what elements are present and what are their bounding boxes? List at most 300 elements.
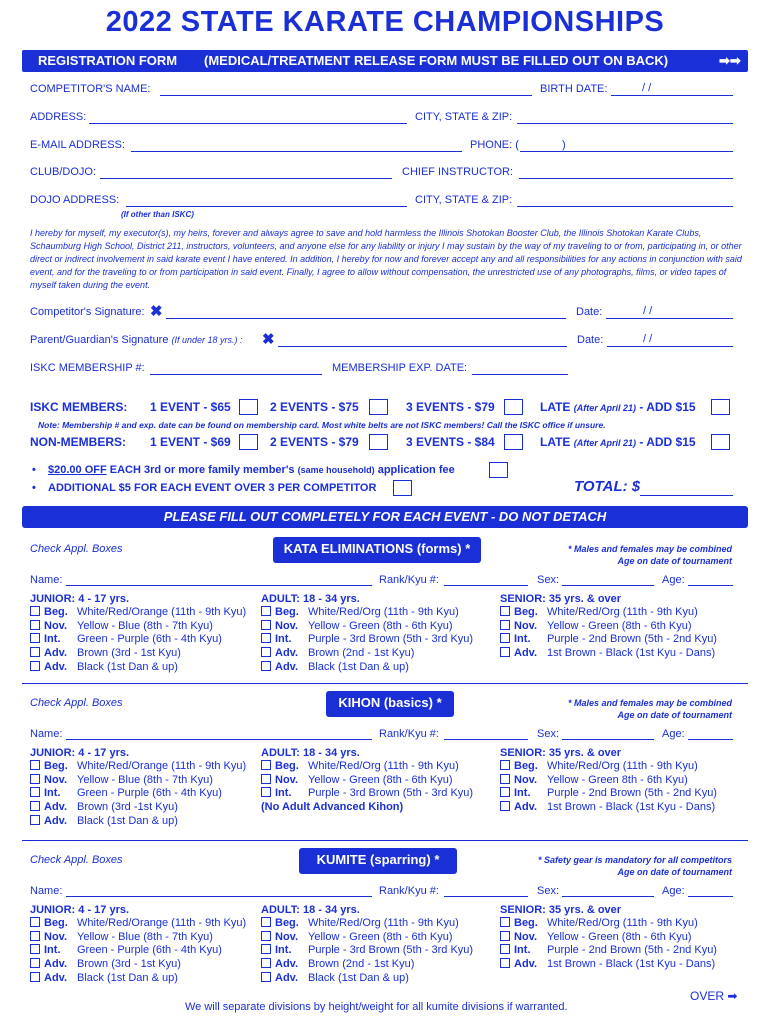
belt-range: Yellow - Blue (8th - 7th Kyu) <box>77 930 213 943</box>
belt-range: White/Red/Orange (11th - 9th Kyu) <box>77 606 247 618</box>
parent-signature-label <box>30 334 243 346</box>
division-checkbox[interactable] <box>261 620 271 630</box>
belt-range: Brown (3rd -1st Kyu) <box>77 801 178 814</box>
level-label: Int. <box>44 787 61 800</box>
family-discount-label <box>48 464 455 476</box>
event-title-pill: KUMITE (sparring) * <box>299 848 457 874</box>
rank-input[interactable] <box>444 739 528 740</box>
level-label: Adv. <box>275 971 299 984</box>
division-checkbox[interactable] <box>30 774 40 784</box>
phone-input[interactable] <box>520 151 733 152</box>
level-label: Beg. <box>275 917 299 929</box>
belt-range: Green - Purple (6th - 4th Kyu) <box>77 944 222 957</box>
level-label: Adv. <box>275 660 299 673</box>
age-note: Age on date of tournament <box>617 556 732 566</box>
division-checkbox[interactable] <box>30 606 40 616</box>
level-label: Nov. <box>275 619 299 632</box>
division-option[interactable] <box>30 774 246 788</box>
section-divider <box>22 683 748 684</box>
family-discount-checkbox[interactable] <box>489 462 508 478</box>
belt-range: Yellow - Blue (8th - 7th Kyu) <box>77 773 213 786</box>
belt-range: White/Red/Orange (11th - 9th Kyu) <box>77 917 247 929</box>
nonmember-3-events-label: 3 EVENTS - $84 <box>406 435 495 449</box>
belt-range: White/Red/Org (11th - 9th Kyu) <box>308 917 459 929</box>
belt-range: Brown (2nd - 1st Kyu) <box>308 958 415 971</box>
division-option[interactable] <box>30 958 246 972</box>
birth-date-input[interactable] <box>611 95 733 96</box>
division-checkbox[interactable] <box>500 787 510 797</box>
age-input[interactable] <box>688 739 733 740</box>
level-label: Int. <box>514 633 531 646</box>
sex-label: Sex: <box>537 574 560 586</box>
junior-division <box>30 747 246 828</box>
total-label: TOTAL: $ <box>574 478 641 495</box>
division-checkbox[interactable] <box>261 931 271 941</box>
division-checkbox[interactable] <box>30 647 40 657</box>
junior-header: JUNIOR: 4 - 17 yrs. <box>30 593 130 605</box>
birth-date-label: BIRTH DATE: <box>540 83 608 95</box>
no-advanced-note: (No Adult Advanced Kihon) <box>261 801 404 814</box>
division-checkbox[interactable] <box>30 801 40 811</box>
division-checkbox[interactable] <box>30 633 40 643</box>
division-option[interactable] <box>500 931 717 945</box>
division-checkbox[interactable] <box>261 944 271 954</box>
belt-range: Yellow - Green (8th - 6th Kyu) <box>547 619 692 632</box>
division-checkbox[interactable] <box>261 760 271 770</box>
division-checkbox[interactable] <box>261 774 271 784</box>
level-label: Nov. <box>44 619 68 632</box>
division-checkbox[interactable] <box>500 801 510 811</box>
level-label: Int. <box>44 633 61 646</box>
level-label: Beg. <box>514 917 538 929</box>
iskc-members-label: ISKC MEMBERS: <box>30 400 128 414</box>
belt-range: Black (1st Dan & up) <box>77 971 178 984</box>
bullet: • <box>32 482 36 494</box>
event-note: * Males and females may be combined <box>567 698 732 708</box>
division-option[interactable] <box>500 633 717 647</box>
senior-header: SENIOR: 35 yrs. & over <box>500 593 622 605</box>
belt-range: Yellow - Green (8th - 6th Kyu) <box>308 930 453 943</box>
name-input[interactable] <box>66 585 372 586</box>
division-checkbox[interactable] <box>500 647 510 657</box>
event-note: * Males and females may be combined <box>567 544 732 554</box>
division-checkbox[interactable] <box>261 917 271 927</box>
nonmember-1-event-checkbox[interactable] <box>239 434 258 450</box>
family-household-note: (same household) <box>297 465 375 475</box>
dojo-address-label: DOJO ADDRESS: <box>30 194 120 206</box>
email-label: E-MAIL ADDRESS: <box>30 139 125 151</box>
belt-range: Green - Purple (6th - 4th Kyu) <box>77 633 222 646</box>
double-arrow-icon: ➡➡ <box>719 53 741 68</box>
age-input[interactable] <box>688 896 733 897</box>
level-label: Adv. <box>44 971 68 984</box>
division-option[interactable] <box>261 620 473 634</box>
level-label: Adv. <box>514 958 538 971</box>
parent-date-slashes: / / <box>643 333 653 345</box>
level-label: Beg. <box>275 606 299 618</box>
adult-division <box>261 593 473 674</box>
division-checkbox[interactable] <box>30 661 40 671</box>
belt-range: Purple - 3rd Brown (5th - 3rd Kyu) <box>308 633 474 646</box>
division-option[interactable] <box>30 760 246 774</box>
division-option[interactable] <box>261 606 473 620</box>
level-label: Adv. <box>275 647 299 660</box>
fill-out-bar <box>22 506 748 528</box>
division-checkbox[interactable] <box>500 958 510 968</box>
belt-range: Yellow - Green 8th - 6th Kyu) <box>547 773 688 786</box>
over-text: OVER <box>690 989 725 1003</box>
division-option[interactable] <box>261 774 473 788</box>
division-option[interactable] <box>261 931 473 945</box>
division-option[interactable] <box>500 944 717 958</box>
membership-exp-input[interactable] <box>472 374 568 375</box>
division-option[interactable] <box>261 787 473 801</box>
age-label: Age: <box>662 728 685 740</box>
adult-header: ADULT: 18 - 34 yrs. <box>261 904 360 916</box>
birth-date-slashes: / / <box>642 82 652 94</box>
member-1-event-label: 1 EVENT - $65 <box>150 400 231 414</box>
nonmember-late-label <box>540 435 696 449</box>
release-form-note: (MEDICAL/TREATMENT RELEASE FORM MUST BE FILLED OUT ON BACK) <box>204 53 669 68</box>
x-mark-icon: ✖ <box>262 331 275 348</box>
division-option[interactable] <box>30 661 246 675</box>
junior-division <box>30 904 246 985</box>
competitor-date-input[interactable] <box>606 318 733 319</box>
belt-range: Purple - 2nd Brown (5th - 2nd Kyu) <box>547 944 717 957</box>
member-late-checkbox[interactable] <box>711 399 730 415</box>
division-option[interactable] <box>30 633 246 647</box>
division-checkbox[interactable] <box>30 917 40 927</box>
belt-range: Yellow - Blue (8th - 7th Kyu) <box>77 619 213 632</box>
age-label: Age: <box>662 885 685 897</box>
section-divider <box>22 840 748 841</box>
nonmember-2-events-label: 2 EVENTS - $79 <box>270 435 359 449</box>
division-checkbox[interactable] <box>500 620 510 630</box>
competitor-signature-label: Competitor's Signature: <box>30 306 145 318</box>
level-label: Adv. <box>44 801 68 814</box>
division-option[interactable] <box>261 917 473 931</box>
level-label: Adv. <box>44 958 68 971</box>
level-label: Adv. <box>514 647 538 660</box>
rank-label: Rank/Kyu #: <box>379 885 439 897</box>
chief-instructor-label: CHIEF INSTRUCTOR: <box>402 166 514 178</box>
late-add-text: - ADD $15 <box>639 400 696 414</box>
belt-range: 1st Brown - Black (1st Kyu - Dans) <box>547 647 716 660</box>
division-option[interactable] <box>30 931 246 945</box>
sex-label: Sex: <box>537 885 560 897</box>
adult-header: ADULT: 18 - 34 yrs. <box>261 593 360 605</box>
level-label: Nov. <box>275 773 299 786</box>
age-note: Age on date of tournament <box>617 710 732 720</box>
kumite-division-note: We will separate divisions by height/weight for all kumite divisions if warranted. <box>185 1001 568 1013</box>
belt-range: Purple - 2nd Brown (5th - 2nd Kyu) <box>547 633 717 646</box>
division-checkbox[interactable] <box>261 606 271 616</box>
division-checkbox[interactable] <box>500 931 510 941</box>
division-option[interactable] <box>500 787 717 801</box>
belt-range: White/Red/Org (11th - 9th Kyu) <box>308 606 459 618</box>
junior-division <box>30 593 246 674</box>
level-label: Adv. <box>514 801 538 814</box>
belt-range: Black (1st Dan & up) <box>77 660 178 673</box>
division-option[interactable] <box>30 647 246 661</box>
belt-range: White/Red/Org (11th - 9th Kyu) <box>308 760 459 772</box>
division-option[interactable] <box>30 787 246 801</box>
level-label: Adv. <box>44 660 68 673</box>
belt-range: White/Red/Org (11th - 9th Kyu) <box>547 760 698 772</box>
membership-note: Note: Membership # and exp. date can be found on membership card. Most white belts are not ISKC members! Call the ISKC office if unsure. <box>38 420 606 430</box>
division-option[interactable] <box>500 606 717 620</box>
competitor-name-input[interactable] <box>160 95 532 96</box>
belt-range: Purple - 3rd Brown (5th - 3rd Kyu) <box>308 787 474 800</box>
division-checkbox[interactable] <box>500 606 510 616</box>
level-label: Nov. <box>514 619 538 632</box>
nonmember-late-checkbox[interactable] <box>711 434 730 450</box>
waiver-text: I hereby for myself, my executor(s), my heirs, forever and always agree to save and hold harmless the Illinois Shotokan Booster Club, the Illinois Shotokan Karate Clubs, Schaumburg High School, District 211, instructors, volunteers, and anyone else for any liability or injury I may sustain by the way of my traveling to or from, participating in, or other direct or indirect involvement in said karate event I have entered. In addition, I hereby for now and forever accept any and all responsibilities for any actions in conjunction with said event, and for the traveling to or from participation in said event. Finally, I agree to allow without compensation, the unrestricted use of any photographs, films, or video tapes of myself taken during the event. <box>30 228 742 290</box>
address-label: ADDRESS: <box>30 111 87 123</box>
phone-paren: ) <box>562 139 566 151</box>
name-label: Name: <box>30 885 63 897</box>
belt-range: Purple - 3rd Brown (5th - 3rd Kyu) <box>308 944 474 957</box>
belt-range: Brown (3rd - 1st Kyu) <box>77 647 181 660</box>
junior-header: JUNIOR: 4 - 17 yrs. <box>30 904 130 916</box>
division-option[interactable] <box>500 760 717 774</box>
name-input[interactable] <box>66 739 372 740</box>
membership-number-label: ISKC MEMBERSHIP #: <box>30 362 145 374</box>
division-option[interactable] <box>261 760 473 774</box>
name-label: Name: <box>30 728 63 740</box>
senior-header: SENIOR: 35 yrs. & over <box>500 747 622 759</box>
age-label: Age: <box>662 574 685 586</box>
competitor-name-label: COMPETITOR'S NAME: <box>30 83 151 95</box>
division-option[interactable] <box>30 815 246 829</box>
rank-input[interactable] <box>444 896 528 897</box>
belt-range: 1st Brown - Black (1st Kyu - Dans) <box>547 801 716 814</box>
late-date-note: (After April 21) <box>573 438 636 448</box>
division-checkbox[interactable] <box>500 774 510 784</box>
city-state-zip-label: CITY, STATE & ZIP: <box>415 111 513 123</box>
belt-range: Black (1st Dan & up) <box>77 814 178 827</box>
parent-age-note: (If under 18 yrs.) : <box>171 335 243 345</box>
belt-range: White/Red/Orange (11th - 9th Kyu) <box>77 760 247 772</box>
registration-bar <box>22 50 748 72</box>
division-option[interactable] <box>30 944 246 958</box>
level-label: Beg. <box>514 760 538 772</box>
sex-input[interactable] <box>562 585 654 586</box>
level-label: Beg. <box>44 606 68 618</box>
family-discount-end: application fee <box>377 464 455 476</box>
sex-input[interactable] <box>562 896 654 897</box>
level-label: Beg. <box>44 917 68 929</box>
member-2-events-label: 2 EVENTS - $75 <box>270 400 359 414</box>
level-label: Nov. <box>44 773 68 786</box>
division-checkbox[interactable] <box>261 647 271 657</box>
event-title-pill: KATA ELIMINATIONS (forms) * <box>273 537 481 563</box>
late-date-note: (After April 21) <box>573 403 636 413</box>
division-option[interactable] <box>261 647 473 661</box>
member-3-events-checkbox[interactable] <box>504 399 523 415</box>
level-label: Beg. <box>44 760 68 772</box>
level-label: Int. <box>44 944 61 957</box>
address-input[interactable] <box>89 123 407 124</box>
belt-range: Yellow - Green (8th - 6th Kyu) <box>308 773 453 786</box>
check-boxes-label: Check Appl. Boxes <box>30 697 123 709</box>
late-text: LATE <box>540 435 571 449</box>
division-checkbox[interactable] <box>30 944 40 954</box>
adult-header: ADULT: 18 - 34 yrs. <box>261 747 360 759</box>
division-option[interactable] <box>30 801 246 815</box>
membership-exp-label: MEMBERSHIP EXP. DATE: <box>332 362 468 374</box>
nonmember-1-event-label: 1 EVENT - $69 <box>150 435 231 449</box>
competitor-signature-input[interactable] <box>166 318 566 319</box>
additional-event-checkbox[interactable] <box>393 480 412 496</box>
club-label: CLUB/DOJO: <box>30 166 97 178</box>
age-input[interactable] <box>688 585 733 586</box>
additional-event-fee: ADDITIONAL $5 FOR EACH EVENT OVER 3 PER COMPETITOR <box>48 482 377 494</box>
level-label: Int. <box>275 944 292 957</box>
level-label: Int. <box>514 944 531 957</box>
check-boxes-label: Check Appl. Boxes <box>30 543 123 555</box>
nonmember-2-events-checkbox[interactable] <box>369 434 388 450</box>
division-checkbox[interactable] <box>30 972 40 982</box>
parent-date-label: Date: <box>577 334 604 346</box>
member-3-events-label: 3 EVENTS - $79 <box>406 400 495 414</box>
total-input[interactable] <box>640 495 733 496</box>
division-option[interactable] <box>261 661 473 675</box>
division-checkbox[interactable] <box>500 917 510 927</box>
belt-range: Black (1st Dan & up) <box>308 660 409 673</box>
division-checkbox[interactable] <box>500 633 510 643</box>
division-option[interactable] <box>500 647 717 661</box>
dojo-address-input[interactable] <box>126 206 407 207</box>
dojo-city-state-zip-input[interactable] <box>517 206 733 207</box>
club-input[interactable] <box>100 178 392 179</box>
level-label: Nov. <box>275 930 299 943</box>
rank-input[interactable] <box>444 585 528 586</box>
division-option[interactable] <box>261 944 473 958</box>
belt-range: Yellow - Green (8th - 6th Kyu) <box>547 930 692 943</box>
nonmember-3-events-checkbox[interactable] <box>504 434 523 450</box>
senior-division <box>500 593 717 661</box>
level-label: Adv. <box>44 647 68 660</box>
senior-division <box>500 747 717 815</box>
division-checkbox[interactable] <box>261 787 271 797</box>
belt-range: Purple - 2nd Brown (5th - 2nd Kyu) <box>547 787 717 800</box>
belt-range: White/Red/Org (11th - 9th Kyu) <box>547 606 698 618</box>
phone-label: PHONE: ( <box>470 139 519 151</box>
division-option[interactable] <box>30 620 246 634</box>
division-checkbox[interactable] <box>261 661 271 671</box>
division-option[interactable] <box>30 972 246 986</box>
division-option[interactable] <box>500 917 717 931</box>
page-title: 2022 STATE KARATE CHAMPIONSHIPS <box>105 6 665 38</box>
division-option[interactable] <box>30 917 246 931</box>
division-checkbox[interactable] <box>30 620 40 630</box>
division-checkbox[interactable] <box>30 787 40 797</box>
adult-division <box>261 904 473 985</box>
senior-division <box>500 904 717 972</box>
member-2-events-checkbox[interactable] <box>369 399 388 415</box>
belt-range: 1st Brown - Black (1st Kyu - Dans) <box>547 958 716 971</box>
division-checkbox[interactable] <box>261 972 271 982</box>
division-option[interactable] <box>261 958 473 972</box>
level-label: Int. <box>275 787 292 800</box>
division-checkbox[interactable] <box>30 958 40 968</box>
division-option[interactable] <box>261 972 473 986</box>
name-input[interactable] <box>66 896 372 897</box>
membership-number-input[interactable] <box>150 374 322 375</box>
if-other-note: (If other than ISKC) <box>121 210 194 219</box>
division-checkbox[interactable] <box>30 931 40 941</box>
division-checkbox[interactable] <box>30 815 40 825</box>
division-checkbox[interactable] <box>30 760 40 770</box>
division-option[interactable] <box>500 958 717 972</box>
level-label: Adv. <box>44 814 68 827</box>
rank-label: Rank/Kyu #: <box>379 728 439 740</box>
city-state-zip-input[interactable] <box>517 123 733 124</box>
junior-header: JUNIOR: 4 - 17 yrs. <box>30 747 130 759</box>
family-discount-text: EACH 3rd or more family member's <box>109 464 295 476</box>
x-mark-icon: ✖ <box>150 303 163 320</box>
belt-range: Brown (2nd - 1st Kyu) <box>308 647 415 660</box>
level-label: Int. <box>275 633 292 646</box>
rank-label: Rank/Kyu #: <box>379 574 439 586</box>
division-option[interactable] <box>261 633 473 647</box>
division-checkbox[interactable] <box>261 958 271 968</box>
division-checkbox[interactable] <box>261 633 271 643</box>
belt-range: Black (1st Dan & up) <box>308 971 409 984</box>
level-label: Beg. <box>514 606 538 618</box>
belt-range: Yellow - Green (8th - 6th Kyu) <box>308 619 453 632</box>
sex-input[interactable] <box>562 739 654 740</box>
division-option[interactable] <box>500 620 717 634</box>
belt-range: Brown (3rd - 1st Kyu) <box>77 958 181 971</box>
level-label: Nov. <box>514 773 538 786</box>
check-boxes-label: Check Appl. Boxes <box>30 854 123 866</box>
division-checkbox[interactable] <box>500 944 510 954</box>
member-1-event-checkbox[interactable] <box>239 399 258 415</box>
division-option[interactable] <box>500 801 717 815</box>
chief-instructor-input[interactable] <box>519 178 733 179</box>
level-label: Nov. <box>44 930 68 943</box>
adult-division <box>261 747 473 815</box>
non-members-label: NON-MEMBERS: <box>30 435 126 449</box>
division-option[interactable] <box>30 606 246 620</box>
level-label: Nov. <box>514 930 538 943</box>
level-label: Beg. <box>275 760 299 772</box>
parent-date-input[interactable] <box>607 346 733 347</box>
late-text: LATE <box>540 400 571 414</box>
competitor-date-slashes: / / <box>643 305 653 317</box>
parent-signature-text: Parent/Guardian's Signature <box>30 334 169 346</box>
competitor-date-label: Date: <box>576 306 603 318</box>
age-note: Age on date of tournament <box>617 867 732 877</box>
division-checkbox[interactable] <box>500 760 510 770</box>
belt-range: Green - Purple (6th - 4th Kyu) <box>77 787 222 800</box>
division-option[interactable] <box>500 774 717 788</box>
family-discount-amount: $20.00 OFF <box>48 464 107 476</box>
bullet: • <box>32 464 36 476</box>
dojo-city-state-zip-label: CITY, STATE & ZIP: <box>415 194 513 206</box>
registration-form-label: REGISTRATION FORM <box>38 53 178 68</box>
event-note: * Safety gear is mandatory for all competitors <box>537 855 732 865</box>
parent-signature-input[interactable] <box>278 346 567 347</box>
email-input[interactable] <box>131 151 462 152</box>
member-late-label <box>540 400 696 414</box>
name-label: Name: <box>30 574 63 586</box>
right-arrow-icon: ➡ <box>727 989 738 1003</box>
event-title-pill: KIHON (basics) * <box>326 691 454 717</box>
fill-out-text: PLEASE FILL OUT COMPLETELY FOR EACH EVENT - DO NOT DETACH <box>163 509 607 524</box>
